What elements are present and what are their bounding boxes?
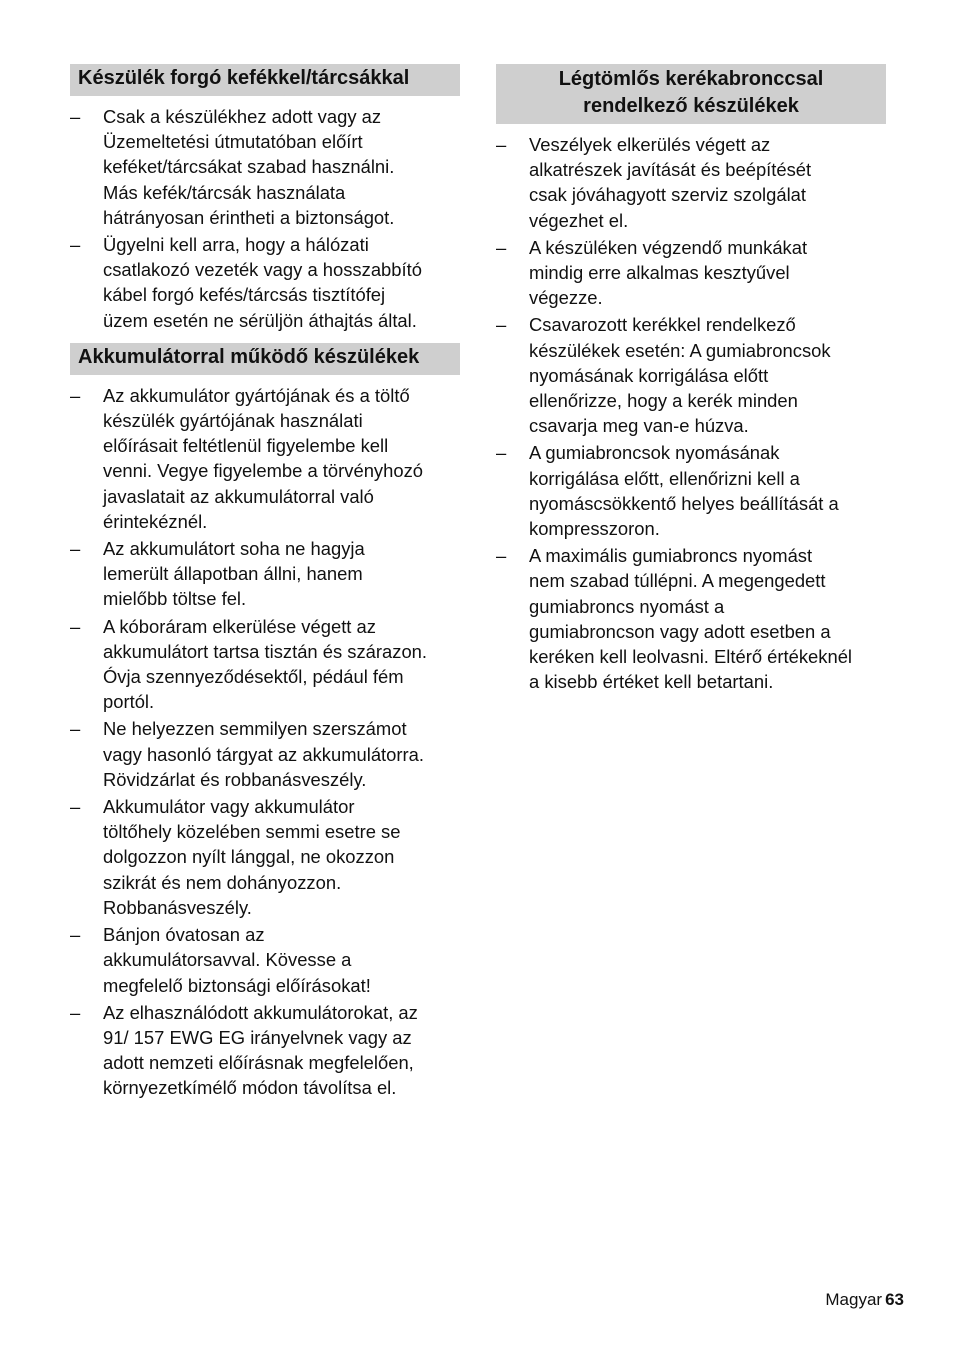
- text-line: Akkumulátor vagy akkumulátor: [103, 796, 355, 818]
- text-line: Az akkumulátort soha ne hagyja: [103, 538, 365, 560]
- bullet-dash: –: [496, 314, 507, 336]
- bullet-dash: –: [70, 615, 81, 637]
- bullet-list: [70, 383, 460, 1101]
- text-line: Veszélyek elkerülés végett az: [529, 134, 771, 155]
- text-line: hátrányosan érintheti a biztonságot.: [103, 206, 395, 228]
- bullet-dash: –: [496, 236, 507, 258]
- text-line: A kóboráram elkerülése végett az: [103, 615, 376, 637]
- text-line: korrigálása előtt, ellenőrizni kell a: [529, 467, 800, 489]
- section-heading: Készülék forgó kefékkel/tárcsákkal: [70, 64, 460, 96]
- text-line: Robbanásveszély.: [103, 896, 252, 918]
- text-line: portól.: [103, 691, 155, 713]
- text-line: környezetkímélő módon távolítsa el.: [103, 1077, 397, 1099]
- text-line: végezze.: [529, 287, 603, 309]
- text-line: töltőhely közelében semmi esetre se: [103, 821, 401, 843]
- list-item: [70, 1000, 460, 1101]
- bullet-dash: –: [70, 106, 81, 127]
- text-line: Ne helyezzen semmilyen szerszámot: [103, 718, 407, 740]
- text-line: csak jóváhagyott szerviz szolgálat: [529, 184, 807, 206]
- text-line: végezhet el.: [529, 209, 629, 231]
- section-battery-devices: [70, 343, 460, 1101]
- section-pneumatic-tyres: [496, 64, 886, 694]
- text-line: keréken kell leolvasni. Eltérő értékeknél: [529, 646, 853, 668]
- bullet-dash: –: [70, 384, 81, 406]
- text-line: javaslatait az akkumulátorral való: [103, 485, 374, 507]
- text-line: nyomáscsökkentő helyes beállítását a: [529, 492, 839, 514]
- text-line: gumiabroncs nyomást a: [529, 595, 725, 617]
- text-line: akkumulátort tartsa tisztán és szárazon.: [103, 640, 428, 662]
- text-line: dolgozzon nyílt lánggal, ne okozzon: [103, 846, 395, 868]
- list-item: [496, 235, 886, 311]
- text-line: alkatrészek javítását és beépítését: [529, 159, 812, 181]
- text-line: lemerült állapotban állni, hanem: [103, 563, 363, 585]
- text-line: kábel forgó kefés/tárcsás tisztítófej: [103, 284, 386, 306]
- text-line: Üzemeltetési útmutatóban előírt: [103, 131, 363, 153]
- list-item: [70, 383, 460, 534]
- text-line: ellenőrizze, hogy a kerék minden: [529, 390, 798, 412]
- list-item: [70, 716, 460, 792]
- text-line: mindig erre alkalmas kesztyűvel: [529, 262, 790, 284]
- list-item: [496, 440, 886, 541]
- text-line: csavarja meg van-e húzva.: [529, 415, 749, 437]
- footer-language: Magyar: [825, 1290, 883, 1309]
- list-item: [496, 543, 886, 694]
- list-item: [70, 614, 460, 715]
- text-line: készülék gyártójának használati: [103, 410, 363, 432]
- text-line: üzem esetén ne sérüljön áthajtás által.: [103, 309, 417, 331]
- bullet-dash: –: [496, 442, 507, 464]
- bullet-dash: –: [496, 545, 507, 567]
- text-line: A gumiabroncsok nyomásának: [529, 442, 780, 464]
- text-line: akkumulátorsavval. Kövesse a: [103, 949, 352, 971]
- list-item: [70, 922, 460, 998]
- heading-line: rendelkező készülékek: [583, 95, 799, 117]
- bullet-dash: –: [70, 538, 81, 560]
- page-number: 63: [885, 1290, 904, 1309]
- list-item: [70, 104, 460, 230]
- bullet-dash: –: [70, 796, 81, 818]
- text-line: Az akkumulátor gyártójának és a töltő: [103, 384, 410, 406]
- text-line: keféket/tárcsákat szabad használni.: [103, 156, 395, 178]
- text-line: gumiabroncson vagy adott esetben a: [529, 620, 831, 642]
- text-line: a kisebb értéket kell betartani.: [529, 671, 774, 693]
- list-item: [496, 132, 886, 233]
- section-rotating-brushes: [70, 64, 460, 333]
- text-line: Óvja szennyeződésektől, pédául fém: [103, 666, 404, 688]
- left-column: [70, 64, 460, 1111]
- bullet-list: [496, 132, 886, 694]
- list-item: [70, 536, 460, 612]
- text-line: vagy hasonló tárgyat az akkumulátorra.: [103, 743, 424, 765]
- bullet-dash: –: [496, 134, 507, 155]
- text-line: megfelelő biztonsági előírásokat!: [103, 974, 371, 996]
- text-line: Ügyelni kell arra, hogy a hálózati: [103, 234, 369, 256]
- text-line: A készüléken végzendő munkákat: [529, 236, 808, 258]
- bullet-dash: –: [70, 234, 81, 256]
- section-heading: [496, 64, 886, 124]
- section-heading: Akkumulátorral működő készülékek: [70, 343, 460, 375]
- text-line: csatlakozó vezeték vagy a hosszabbító: [103, 259, 422, 281]
- text-line: adott nemzeti előírásnak megfelelően,: [103, 1052, 414, 1074]
- text-line: nyomásának korrigálása előtt: [529, 364, 769, 386]
- text-line: kompresszoron.: [529, 518, 660, 540]
- text-line: érintekéznél.: [103, 510, 208, 532]
- text-line: készülékek esetén: A gumiabroncsok: [529, 339, 831, 361]
- right-column: [496, 64, 886, 704]
- text-line: Az elhasználódott akkumulátorokat, az: [103, 1001, 418, 1023]
- text-line: Rövidzárlat és robbanásveszély.: [103, 768, 367, 790]
- text-line: venni. Vegye figyelembe a törvényhozó: [103, 460, 423, 482]
- text-line: Csavarozott kerékkel rendelkező: [529, 314, 796, 336]
- bullet-dash: –: [70, 924, 81, 946]
- bullet-dash: –: [70, 1001, 81, 1023]
- text-line: mielőbb töltse fel.: [103, 588, 247, 610]
- heading-line: Légtömlős kerékabronccsal: [558, 68, 824, 90]
- text-line: Más kefék/tárcsák használata: [103, 181, 346, 203]
- bullet-dash: –: [70, 718, 81, 740]
- text-line: nem szabad túllépni. A megengedett: [529, 570, 826, 592]
- text-line: szikrát és nem dohányozzon.: [103, 871, 342, 893]
- list-item: [70, 794, 460, 920]
- list-item: [496, 312, 886, 438]
- text-line: Csak a készülékhez adott vagy az: [103, 106, 382, 127]
- page-footer: [825, 1288, 904, 1312]
- text-line: előírásait feltétlenül figyelembe kell: [103, 435, 389, 457]
- text-line: 91/ 157 EWG EG irányelvnek vagy az: [103, 1026, 412, 1048]
- bullet-list: [70, 104, 460, 333]
- text-line: Bánjon óvatosan az: [103, 924, 265, 946]
- list-item: [70, 232, 460, 333]
- text-line: A maximális gumiabroncs nyomást: [529, 545, 813, 567]
